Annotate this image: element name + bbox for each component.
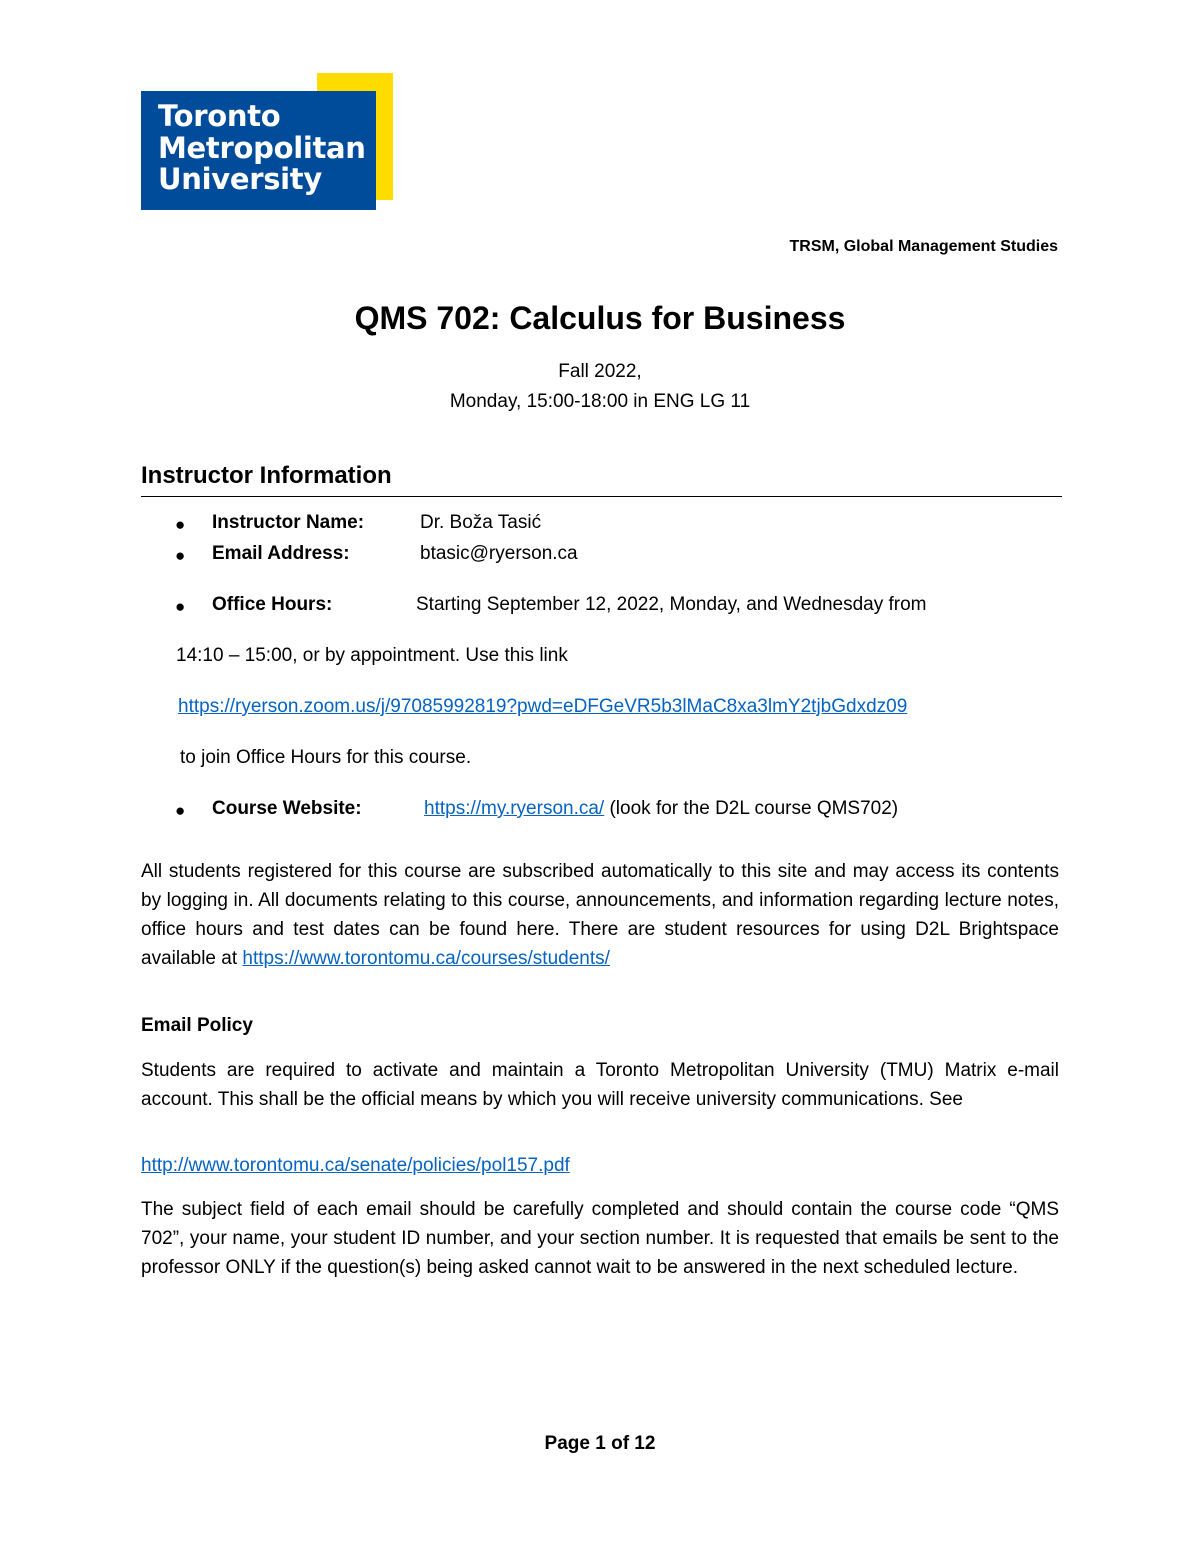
logo-line-2: Metropolitan	[158, 130, 366, 165]
instructor-section-heading: Instructor Information	[141, 462, 392, 489]
course-schedule: Monday, 15:00-18:00 in ENG LG 11	[449, 391, 751, 412]
bullet-icon: ●	[175, 801, 186, 820]
logo-wordmark	[158, 101, 366, 196]
website-paragraph	[141, 857, 1059, 973]
email-address-label: Email Address:	[212, 543, 350, 564]
office-hours-label: Office Hours:	[212, 594, 333, 615]
course-website-label: Course Website:	[212, 798, 362, 819]
office-hours-time: 14:10 – 15:00, or by appointment. Use this link	[176, 645, 568, 666]
logo-line-1: Toronto	[158, 99, 281, 133]
course-title: QMS 702: Calculus for Business	[354, 300, 846, 336]
logo-line-3: University	[158, 162, 322, 196]
page-number: Page 1 of 12	[544, 1433, 656, 1454]
bullet-icon: ●	[175, 546, 186, 565]
d2l-resources-link[interactable]: https://www.torontomu.ca/courses/students/	[242, 948, 610, 969]
section-divider	[141, 496, 1062, 497]
course-website-link[interactable]: https://my.ryerson.ca/	[424, 798, 605, 819]
course-term: Fall 2022,	[558, 361, 642, 382]
email-policy-heading: Email Policy	[141, 1015, 253, 1036]
email-address-value: btasic@ryerson.ca	[420, 543, 578, 564]
email-policy-paragraph-1	[141, 1056, 1059, 1114]
course-website-value	[424, 798, 898, 820]
office-hours-instructions: to join Office Hours for this course.	[180, 747, 472, 768]
bullet-icon: ●	[175, 515, 186, 534]
instructor-name-value: Dr. Boža Tasić	[420, 512, 542, 533]
course-website-note: (look for the D2L course QMS702)	[609, 798, 899, 819]
instructor-name-label: Instructor Name:	[212, 512, 365, 533]
email-policy-subject-text: The subject field of each email should be carefully completed and should contain the course code “QMS 702”, your name, your student ID number, and your section number. It is requested that emails be sent to the professor ONLY if the question(s) being asked cannot wait to be answered in the next scheduled lecture.	[141, 1199, 1059, 1278]
email-policy-text: Students are required to activate and maintain a Toronto Metropolitan University (TMU) Matrix e-mail account. This shall be the official means by which you will receive university communications. See	[141, 1060, 1059, 1110]
bullet-icon: ●	[175, 597, 186, 616]
office-hours-value: Starting September 12, 2022, Monday, and Wednesday from	[416, 594, 927, 615]
email-policy-link[interactable]: http://www.torontomu.ca/senate/policies/pol157.pdf	[141, 1155, 570, 1176]
website-paragraph-text: All students registered for this course are subscribed automatically to this site and may access its contents by logging in. All documents relating to this course, announcements, and information regarding lecture notes, office hours and test dates can be found here. There are student resources for using D2L Brightspace available at	[141, 861, 1059, 969]
office-hours-zoom-link[interactable]: https://ryerson.zoom.us/j/97085992819?pwd=eDFGeVR5b3lMaC8xa3lmY2tjbGdxdz09	[178, 696, 908, 717]
email-policy-paragraph-2	[141, 1195, 1059, 1282]
department-label: TRSM, Global Management Studies	[789, 238, 1058, 255]
